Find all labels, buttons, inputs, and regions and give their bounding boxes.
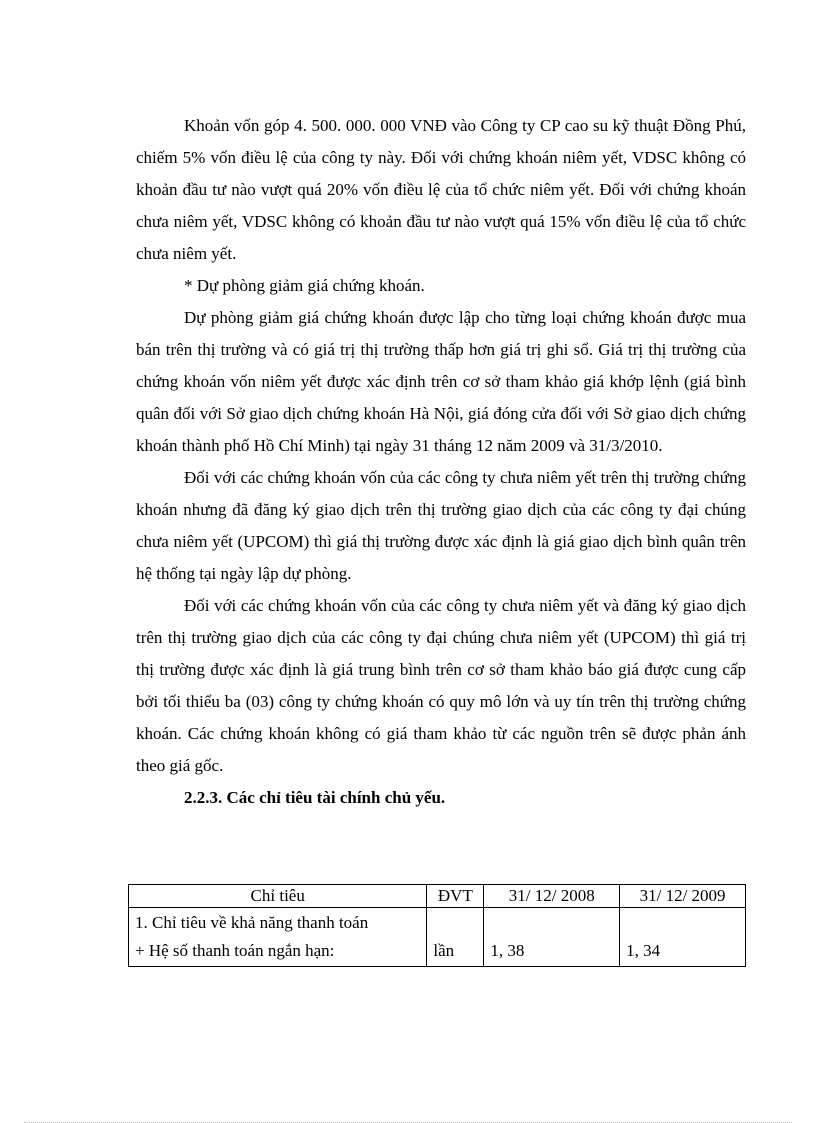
financial-indicators-table [128, 884, 746, 967]
paragraph-provision-listed: Dự phòng giảm giá chứng khoán được lập cho từng loại chứng khoán được mua bán trên thị trường và có giá trị thị trường thấp hơn giá trị ghi sổ. Giá trị thị trường của chứng khoán vốn niêm yết được xác định trên cơ sở tham khảo giá khớp lệnh (giá bình quân đối với Sở giao dịch chứng khoán Hà Nội, giá đóng cửa đối với Sở giao dịch chứng khoán thành phố Hồ Chí Minh) tại ngày 31 tháng 12 năm 2009 và 31/3/2010. [136, 308, 746, 455]
header-unit: ĐVT [427, 885, 484, 908]
group-label: 1. Chỉ tiêu về khả năng thanh toán [135, 913, 369, 932]
document-body [136, 110, 746, 814]
header-indicator: Chỉ tiêu [129, 885, 427, 908]
header-2008: 31/ 12/ 2008 [484, 885, 620, 908]
section-heading: 2.2.3. Các chỉ tiêu tài chính chủ yếu. [184, 788, 446, 807]
value-2008: 1, 38 [490, 941, 525, 960]
cell-unit [427, 908, 484, 967]
unit-value: lần [433, 941, 455, 960]
paragraph-provision-upcom: Đối với các chứng khoán vốn của các công ty chưa niêm yết trên thị trường chứng khoán nhưng đã đăng ký giao dịch trên thị trường giao dịch của các công ty đại chúng chưa niêm yết (UPCOM) thì giá thị trường được xác định là giá giao dịch bình quân trên hệ thống tại ngày lập dự phòng. [136, 468, 746, 583]
paragraph-provision-heading: * Dự phòng giảm giá chứng khoán. [184, 276, 425, 295]
value-2009: 1, 34 [626, 941, 661, 960]
header-2009: 31/ 12/ 2009 [620, 885, 746, 908]
indicator-name: + Hệ số thanh toán ngắn hạn: [135, 941, 335, 960]
paragraph-provision-unlisted: Đối với các chứng khoán vốn của các công ty chưa niêm yết và đăng ký giao dịch trên thị trường giao dịch của các công ty đại chúng chưa niêm yết (UPCOM) thì giá trị thị trường được xác định là giá trung bình trên cơ sở tham khảo báo giá được cung cấp bởi tối thiểu ba (03) công ty chứng khoán có quy mô lớn và uy tín trên thị trường chứng khoán. Các chứng khoán không có giá tham khảo từ các nguồn trên sẽ được phản ánh theo giá gốc. [136, 596, 746, 775]
paragraph-capital-contribution: Khoản vốn góp 4. 500. 000. 000 VNĐ vào Công ty CP cao su kỹ thuật Đồng Phú, chiếm 5% vốn điều lệ của công ty này. Đối với chứng khoán niêm yết, VDSC không có khoản đầu tư nào vượt quá 20% vốn điều lệ của tổ chức niêm yết. Đối với chứng khoán chưa niêm yết, VDSC không có khoản đầu tư nào vượt quá 15% vốn điều lệ của tổ chức chưa niêm yết. [136, 116, 746, 263]
cell-2008 [484, 908, 620, 967]
table-header-row [129, 885, 746, 908]
cell-indicator [129, 908, 427, 967]
table-row [129, 908, 746, 967]
cell-2009 [620, 908, 746, 967]
